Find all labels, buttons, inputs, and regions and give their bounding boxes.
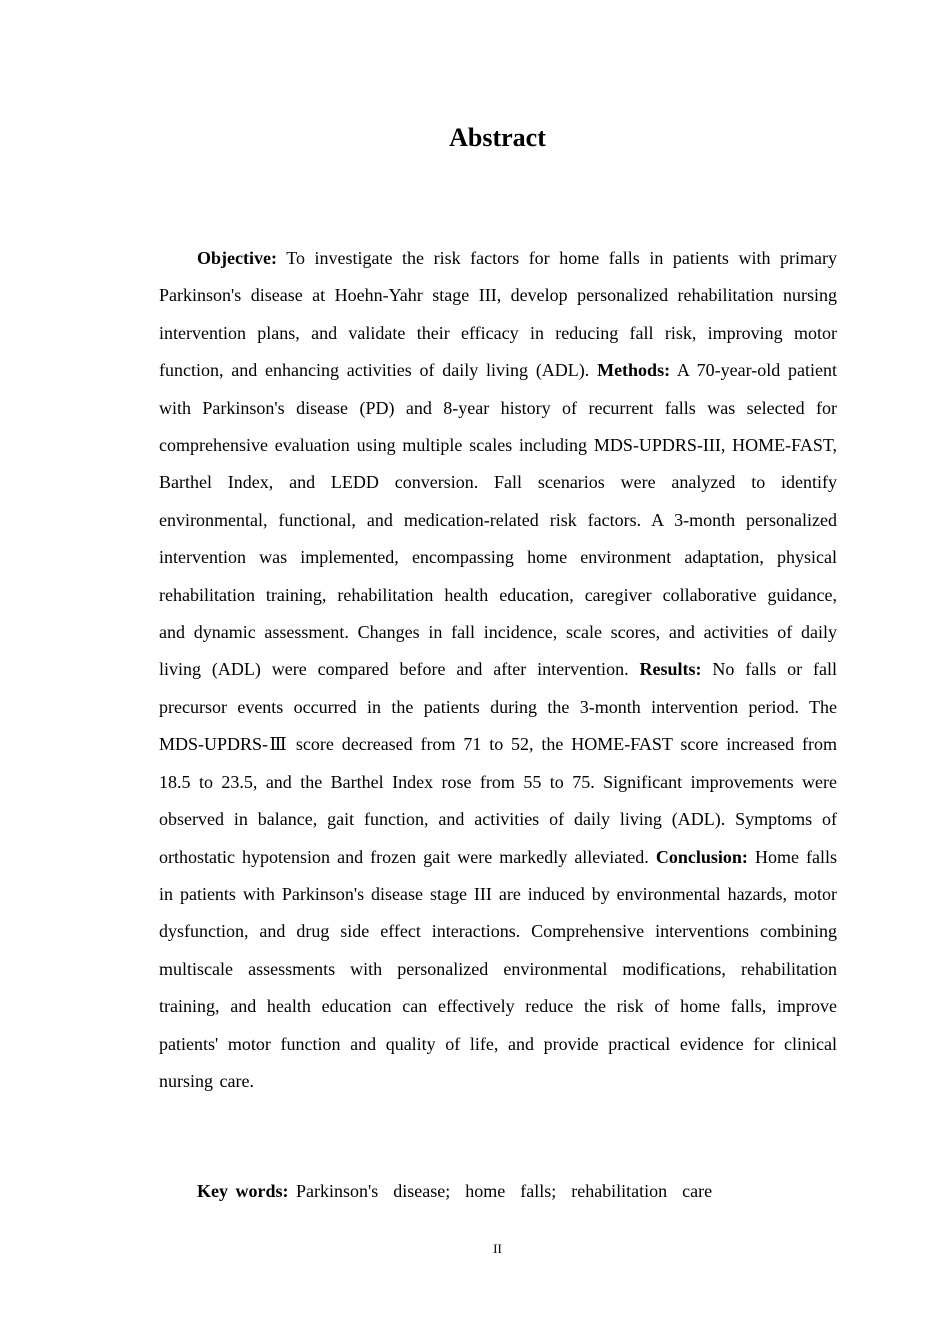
results-text: No falls or fall precursor events occurred in the patients during the 3-month intervention period. The MDS-UPDRS-Ⅲ score decreased from 71 to 52, the HOME-FAST score increased from 18.5 to 23.5, and the Barthel Index rose from 55 to 75. Significant improvements were observed in balance, gait function, and activities of daily living (ADL). Symptoms of orthostatic hypotension and frozen gait were markedly alleviated. bbox=[159, 659, 838, 867]
conclusion-label: Conclusion: bbox=[655, 846, 748, 867]
conclusion-text: Home falls in patients with Parkinson's disease stage III are induced by environmental hazards, motor dysfunction, and drug side effect interactions. Comprehensive interventions combining multiscale assessments with personalized environmental modifications, rehabilitation training, and health education can effectively reduce the risk of home falls, improve patients' motor function and quality of life, and provide practical evidence for clinical nursing care. bbox=[159, 846, 837, 1091]
keywords-label: Key words: bbox=[197, 1181, 289, 1201]
abstract-title: Abstract bbox=[449, 123, 546, 152]
objective-label: Objective: bbox=[197, 248, 277, 268]
abstract-body bbox=[159, 240, 837, 1100]
objective-text: To investigate the risk factors for home falls in patients with primary Parkinson's disease at Hoehn-Yahr stage III, develop personalized rehabilitation nursing intervention plans, and validate their efficacy in reducing fall risk, improving motor function, and enhancing activities of daily living (ADL). bbox=[159, 248, 837, 381]
results-label: Results: bbox=[639, 659, 702, 680]
page-number: II bbox=[493, 1241, 502, 1256]
keywords-line bbox=[197, 1173, 837, 1210]
methods-text: A 70-year-old patient with Parkinson's disease (PD) and 8-year history of recurrent falls was selected for comprehensive evaluation using multiple scales including MDS-UPDRS-III, HOME-FAST, Barthel Index, and LEDD conversion. Fall scenarios were analyzed to identify environmental, functional, and medication-related risk factors. A 3-month personalized intervention was implemented, encompassing home environment adaptation, physical rehabilitation training, rehabilitation health education, caregiver collaborative guidance, and dynamic assessment. Changes in fall incidence, scale scores, and activities of daily living (ADL) were compared before and after intervention. bbox=[159, 360, 837, 680]
keywords-text: Parkinson's disease; home falls; rehabilitation care bbox=[288, 1181, 713, 1201]
methods-label: Methods: bbox=[597, 360, 671, 381]
